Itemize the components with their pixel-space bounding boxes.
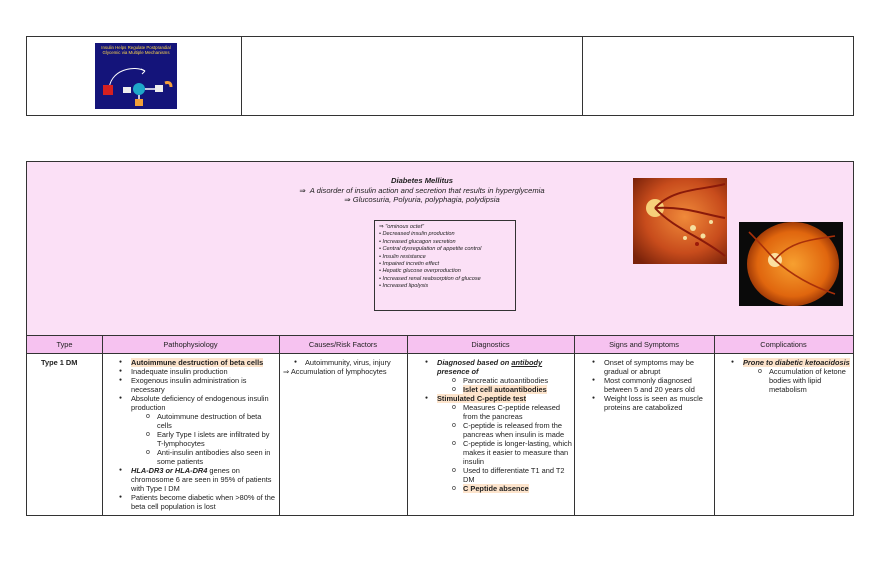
- diagram-graphic: [95, 55, 177, 109]
- list-item: ● Weight loss is seen as muscle proteins are catabolized: [604, 394, 712, 412]
- ominous-octet-box: [374, 220, 516, 311]
- octet-item: • Decreased insulin production: [379, 231, 455, 238]
- sub-list: [437, 376, 573, 394]
- list-item: o Early Type I islets are infiltrated by T-lymphocytes: [157, 430, 277, 448]
- list-item: o C Peptide absence: [463, 484, 573, 493]
- sub-list: [743, 367, 851, 394]
- list-item: ● HLA-DR3 or HLA-DR4 genes on chromosome 6 are seen in 95% of patients with Type I DM: [131, 466, 277, 493]
- title-block: [207, 176, 637, 205]
- pathophysiology-cell: [131, 358, 277, 511]
- octet-item: • Hepatic glucose overproduction: [379, 268, 461, 275]
- list-item: ● Absolute deficiency of endogenous insulin production: [131, 394, 277, 412]
- type-1-dm-label: Type 1 DM: [41, 358, 78, 367]
- header-causes: Causes/Risk Factors: [308, 340, 378, 349]
- list-item: o Used to differentiate T1 and T2 DM: [463, 466, 573, 484]
- banner: [27, 162, 853, 336]
- header-signs: Signs and Symptoms: [609, 340, 679, 349]
- sub-list: [131, 412, 277, 466]
- header-pathophysiology: Pathophysiology: [163, 340, 218, 349]
- symptoms-line: ⇒ Glucosuria, Polyuria, polyphagia, polydipsia: [344, 195, 500, 204]
- list-item: ● Diagnosed based on antibody presence of: [437, 358, 573, 376]
- octet-item: • Increased glucagon secretion: [379, 238, 456, 245]
- list-item: ● Stimulated C-peptide test: [437, 394, 573, 403]
- list-item: ● Inadequate insulin production: [131, 367, 277, 376]
- header-complications: Complications: [760, 340, 807, 349]
- octet-item: • Insulin resistance: [379, 253, 426, 260]
- list-item: ● Autoimmune destruction of beta cells: [131, 358, 277, 367]
- diagnostics-cell: [437, 358, 573, 493]
- complications-cell: [743, 358, 851, 394]
- list-item: ● Autoimmunity, virus, injury: [294, 358, 391, 367]
- list-item: ● Patients become diabetic when >80% of the beta cell population is lost: [131, 493, 277, 511]
- octet-item: • Central dysregulation of appetite control: [379, 246, 482, 253]
- octet-item: • Impaired incretin effect: [379, 261, 440, 268]
- top-table: [26, 36, 854, 116]
- retina-image-diabetic: [633, 178, 727, 264]
- diagram-title: Insulin Helps Regulate Postprandial Glycemic via Multiple Mechanisms: [101, 45, 171, 55]
- top-cell-1: [27, 37, 242, 115]
- header-type: Type: [56, 340, 73, 349]
- signs-cell: [604, 358, 712, 412]
- table-row-type1: [27, 354, 853, 515]
- list-item: o Pancreatic autoantibodies: [463, 376, 573, 385]
- diabetes-table: [26, 161, 854, 516]
- list-item: o C-peptide is longer-lasting, which makes it easier to measure than insulin: [463, 439, 573, 466]
- list-item: o Anti-insulin antibodies also seen in some patients: [157, 448, 277, 466]
- insulin-diagram-image: [95, 43, 177, 109]
- page-title: Diabetes Mellitus: [390, 176, 454, 185]
- list-item: o Islet cell autoantibodies: [463, 385, 573, 394]
- list-item: o Accumulation of ketone bodies with lipid metabolism: [769, 367, 851, 394]
- list-item: ⇒ Accumulation of lymphocytes: [283, 367, 387, 376]
- retina-image-normal: [739, 222, 843, 306]
- octet-item: • Increased lipolysis: [379, 283, 429, 290]
- list-item: ● Most commonly diagnosed between 5 and 20 years old: [604, 376, 712, 394]
- list-item: ● Exogenous insulin administration is necessary: [131, 376, 277, 394]
- list-item: o Autoimmune destruction of beta cells: [157, 412, 277, 430]
- top-cell-2: [241, 37, 583, 115]
- list-item: ● Prone to diabetic ketoacidosis: [743, 358, 851, 367]
- top-cell-3: [582, 37, 854, 115]
- table-header-row: [27, 336, 853, 354]
- list-item: ● Onset of symptoms may be gradual or abrupt: [604, 358, 712, 376]
- octet-item: • Increased renal reabsorption of glucose: [379, 275, 481, 282]
- list-item: o C-peptide is released from the pancreas when insulin is made: [463, 421, 573, 439]
- sub-list: [437, 403, 573, 493]
- causes-cell: [283, 358, 405, 376]
- header-diagnostics: Diagnostics: [471, 340, 510, 349]
- octet-title: ⇒ "ominous octet": [379, 224, 425, 230]
- list-item: o Measures C-peptide released from the pancreas: [463, 403, 573, 421]
- definition-line: ⇒ A disorder of insulin action and secretion that results in hyperglycemia: [299, 185, 545, 195]
